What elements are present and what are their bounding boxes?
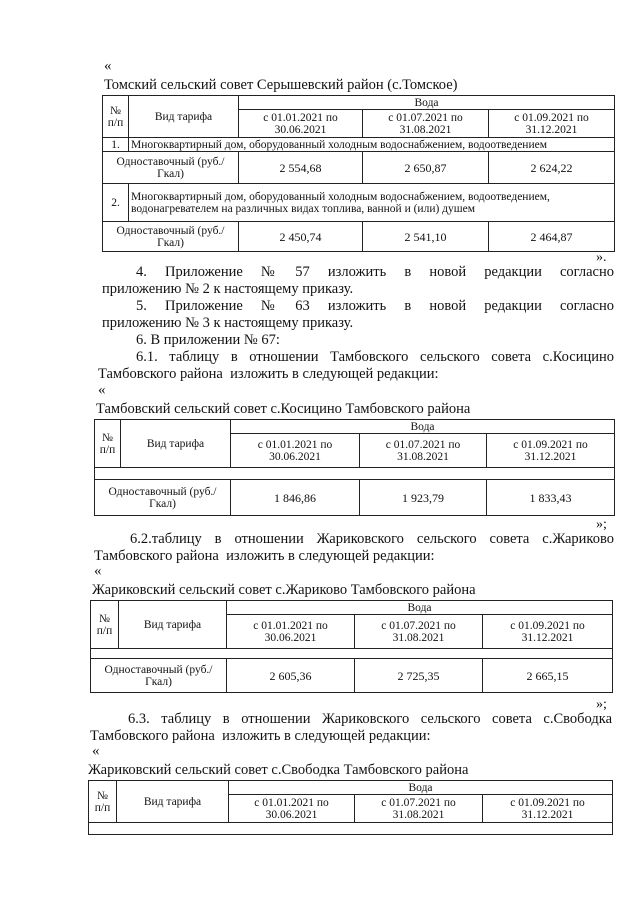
header-period: с 01.09.2021 по 31.12.2021 <box>487 434 615 468</box>
close-quote: »; <box>596 697 607 712</box>
header-period: с 01.01.2021 по 30.06.2021 <box>239 110 363 138</box>
tariff-value: 1 833,43 <box>487 480 615 516</box>
open-quote: « <box>98 382 106 398</box>
table3-title: Жариковский сельский совет с.Жариково Тамбовского района <box>92 582 476 598</box>
tariff-value: 2 450,74 <box>239 222 363 252</box>
empty-row <box>91 649 613 659</box>
tariff-value: 1 923,79 <box>360 480 487 516</box>
header-num: № п/п <box>89 781 117 823</box>
header-period: с 01.09.2021 по 31.12.2021 <box>483 615 613 649</box>
empty-row <box>95 468 615 480</box>
paragraph-6-3: 6.3. таблицу в отношении Жариковского сельского совета с.Свободка Тамбовского района изложить в следующей редакции: <box>90 711 612 744</box>
empty-row <box>89 823 613 835</box>
tariff-label: Одноставочный (руб./Гкал) <box>95 480 231 516</box>
header-num: № п/п <box>95 420 121 468</box>
paragraph-6: 6. В приложении № 67: <box>136 332 280 348</box>
row-description: Многоквартирный дом, оборудованный холодным водоснабжением, водоотведением <box>129 138 615 152</box>
header-water: Вода <box>239 96 615 110</box>
header-water: Вода <box>229 781 613 795</box>
open-quote: « <box>94 563 102 579</box>
row-number: 1. <box>103 138 129 152</box>
row-description: Многоквартирный дом, оборудованный холодным водоснабжением, водоотведением, водонагревателем на различных видах топлива, ванной и (или) душем <box>129 184 615 222</box>
paragraph-4: 4. Приложение № 57 изложить в новой редакции согласно приложению № 2 к настоящему приказу. <box>102 264 614 297</box>
table2 <box>94 419 615 516</box>
header-type: Вид тарифа <box>117 781 229 823</box>
header-type: Вид тарифа <box>121 420 231 468</box>
tariff-value: 2 665,15 <box>483 659 613 693</box>
tariff-value: 1 846,86 <box>231 480 360 516</box>
header-period: с 01.01.2021 по 30.06.2021 <box>227 615 355 649</box>
table1 <box>102 95 615 252</box>
header-period: с 01.07.2021 по 31.08.2021 <box>360 434 487 468</box>
header-water: Вода <box>231 420 615 434</box>
header-period: с 01.09.2021 по 31.12.2021 <box>489 110 615 138</box>
header-type: Вид тарифа <box>119 601 227 649</box>
table2-title: Тамбовский сельский совет с.Косицино Тамбовского района <box>96 401 471 417</box>
close-quote: ». <box>596 250 607 265</box>
table4-title: Жариковский сельский совет с.Свободка Тамбовского района <box>88 762 469 778</box>
header-period: с 01.07.2021 по 31.08.2021 <box>355 615 483 649</box>
tariff-label: Одноставочный (руб./Гкал) <box>91 659 227 693</box>
header-period: с 01.07.2021 по 31.08.2021 <box>355 795 483 823</box>
tariff-value: 2 605,36 <box>227 659 355 693</box>
header-period: с 01.01.2021 по 30.06.2021 <box>231 434 360 468</box>
header-type: Вид тарифа <box>129 96 239 138</box>
table3 <box>90 600 613 693</box>
header-water: Вода <box>227 601 613 615</box>
open-quote: « <box>92 743 100 759</box>
row-number: 2. <box>103 184 129 222</box>
tariff-value: 2 541,10 <box>363 222 489 252</box>
tariff-value: 2 725,35 <box>355 659 483 693</box>
tariff-value: 2 464,87 <box>489 222 615 252</box>
tariff-label: Одноставочный (руб./Гкал) <box>103 152 239 184</box>
table1-title: Томский сельский совет Серышевский район (с.Томское) <box>104 77 458 93</box>
tariff-value: 2 650,87 <box>363 152 489 184</box>
header-num: № п/п <box>103 96 129 138</box>
paragraph-6-1: 6.1. таблицу в отношении Тамбовского сельского совета с.Косицино Тамбовского района изложить в следующей редакции: <box>98 349 614 382</box>
table4 <box>88 780 613 835</box>
tariff-label: Одноставочный (руб./Гкал) <box>103 222 239 252</box>
header-num: № п/п <box>91 601 119 649</box>
tariff-value: 2 624,22 <box>489 152 615 184</box>
open-quote: « <box>104 58 112 74</box>
tariff-value: 2 554,68 <box>239 152 363 184</box>
header-period: с 01.09.2021 по 31.12.2021 <box>483 795 613 823</box>
close-quote: »; <box>596 517 607 532</box>
paragraph-5: 5. Приложение № 63 изложить в новой редакции согласно приложению № 3 к настоящему приказу. <box>102 298 614 331</box>
paragraph-6-2: 6.2.таблицу в отношении Жариковского сельского совета с.Жариково Тамбовского района изложить в следующей редакции: <box>94 531 614 564</box>
header-period: с 01.07.2021 по 31.08.2021 <box>363 110 489 138</box>
header-period: с 01.01.2021 по 30.06.2021 <box>229 795 355 823</box>
